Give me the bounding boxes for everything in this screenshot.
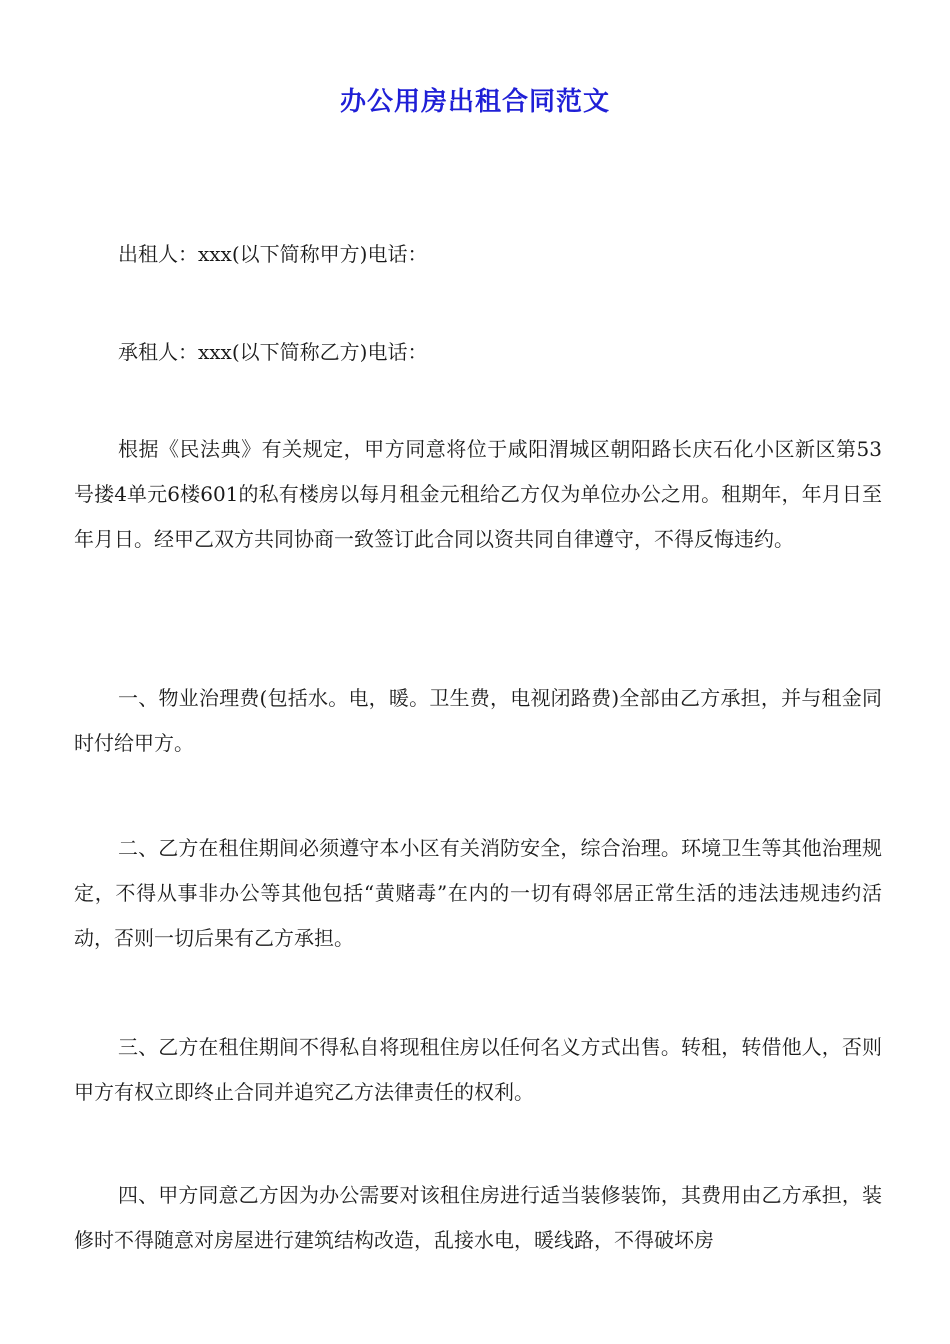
document-title: 办公用房出租合同范文 (339, 87, 610, 117)
lessee-paragraph: 承租人：xxx(以下简称乙方)电话： (118, 340, 428, 364)
clause-2-paragraph: 二、乙方在租住期间必须遵守本小区有关消防安全，综合治理。环境卫生等其他治理规定，不得从事非办公等其他包括“黄赌毒”在内的一切有碍邻居正常生活的违法违规违约活动，否则一切后果有乙方承担。 (74, 836, 882, 950)
clause-1-paragraph: 一、物业治理费(包括水。电，暖。卫生费，电视闭路费)全部由乙方承担，并与租金同时付给甲方。 (74, 686, 882, 755)
lessor-paragraph: 出租人：xxx(以下简称甲方)电话： (118, 242, 428, 266)
clause-3-paragraph: 三、乙方在租住期间不得私自将现租住房以任何名义方式出售。转租，转借他人，否则甲方有权立即终止合同并追究乙方法律责任的权利。 (74, 1035, 882, 1104)
preamble-paragraph: 根据《民法典》有关规定，甲方同意将位于咸阳渭城区朝阳路长庆石化小区新区第53号搂4单元6楼601的私有楼房以每月租金元租给乙方仅为单位办公之用。租期年，年月日至年月日。经甲乙双方共同协商一致签订此合同以资共同自律遵守，不得反悔违约。 (74, 437, 882, 551)
clause-4-paragraph: 四、甲方同意乙方因为办公需要对该租住房进行适当装修装饰，其费用由乙方承担，装修时不得随意对房屋进行建筑结构改造，乱接水电，暖线路，不得破坏房 (74, 1183, 882, 1252)
